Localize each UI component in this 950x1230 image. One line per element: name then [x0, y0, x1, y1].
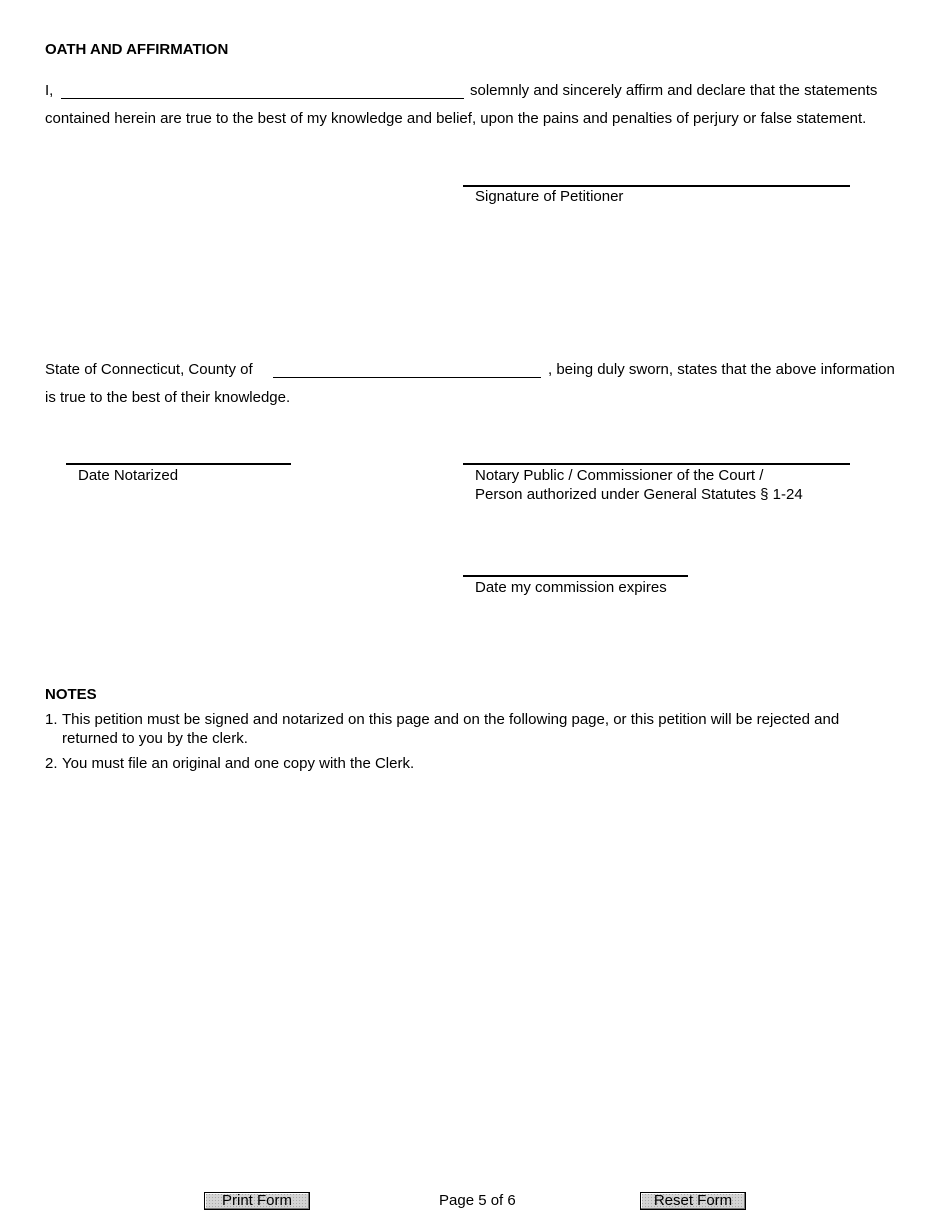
date-notarized-label: Date Notarized — [78, 467, 179, 484]
page-indicator: Page 5 of 6 — [439, 1192, 516, 1209]
petitioner-signature-line[interactable] — [463, 185, 850, 187]
notes-heading: NOTES — [45, 686, 97, 703]
petitioner-name-input[interactable] — [61, 80, 464, 99]
petitioner-signature-label: Signature of Petitioner — [475, 188, 624, 205]
note-item — [45, 754, 875, 773]
commission-expires-line[interactable] — [463, 575, 688, 577]
notary-label-line1: Notary Public / Commissioner of the Court / — [475, 467, 764, 484]
oath-prefix: I, — [45, 82, 54, 99]
reset-form-button[interactable]: Reset Form — [640, 1192, 746, 1210]
date-notarized-line[interactable] — [66, 463, 291, 465]
notary-signature-line[interactable] — [463, 463, 850, 465]
oath-statement-line2: contained herein are true to the best of my knowledge and belief, upon the pains and penalties of perjury or false statement. — [45, 110, 867, 127]
notary-statement-line1: , being duly sworn, states that the above information — [548, 361, 895, 378]
notary-label-line2: Person authorized under General Statutes § 1-24 — [475, 486, 803, 503]
note-number: 1. — [45, 711, 58, 728]
note-number: 2. — [45, 755, 58, 772]
print-form-button[interactable]: Print Form — [204, 1192, 310, 1210]
notary-statement-line2: is true to the best of their knowledge. — [45, 389, 291, 406]
note-text: This petition must be signed and notarized on this page and on the following page, or this petition will be rejected and returned to you by the clerk. — [62, 711, 840, 747]
note-text: You must file an original and one copy with the Clerk. — [62, 755, 415, 772]
oath-statement-line1: solemnly and sincerely affirm and declare that the statements — [470, 82, 878, 99]
county-input[interactable] — [273, 359, 541, 378]
note-item — [45, 710, 875, 748]
notary-state-county-prefix: State of Connecticut, County of — [45, 361, 253, 378]
oath-heading: OATH AND AFFIRMATION — [45, 41, 229, 58]
commission-expires-label: Date my commission expires — [475, 579, 667, 596]
